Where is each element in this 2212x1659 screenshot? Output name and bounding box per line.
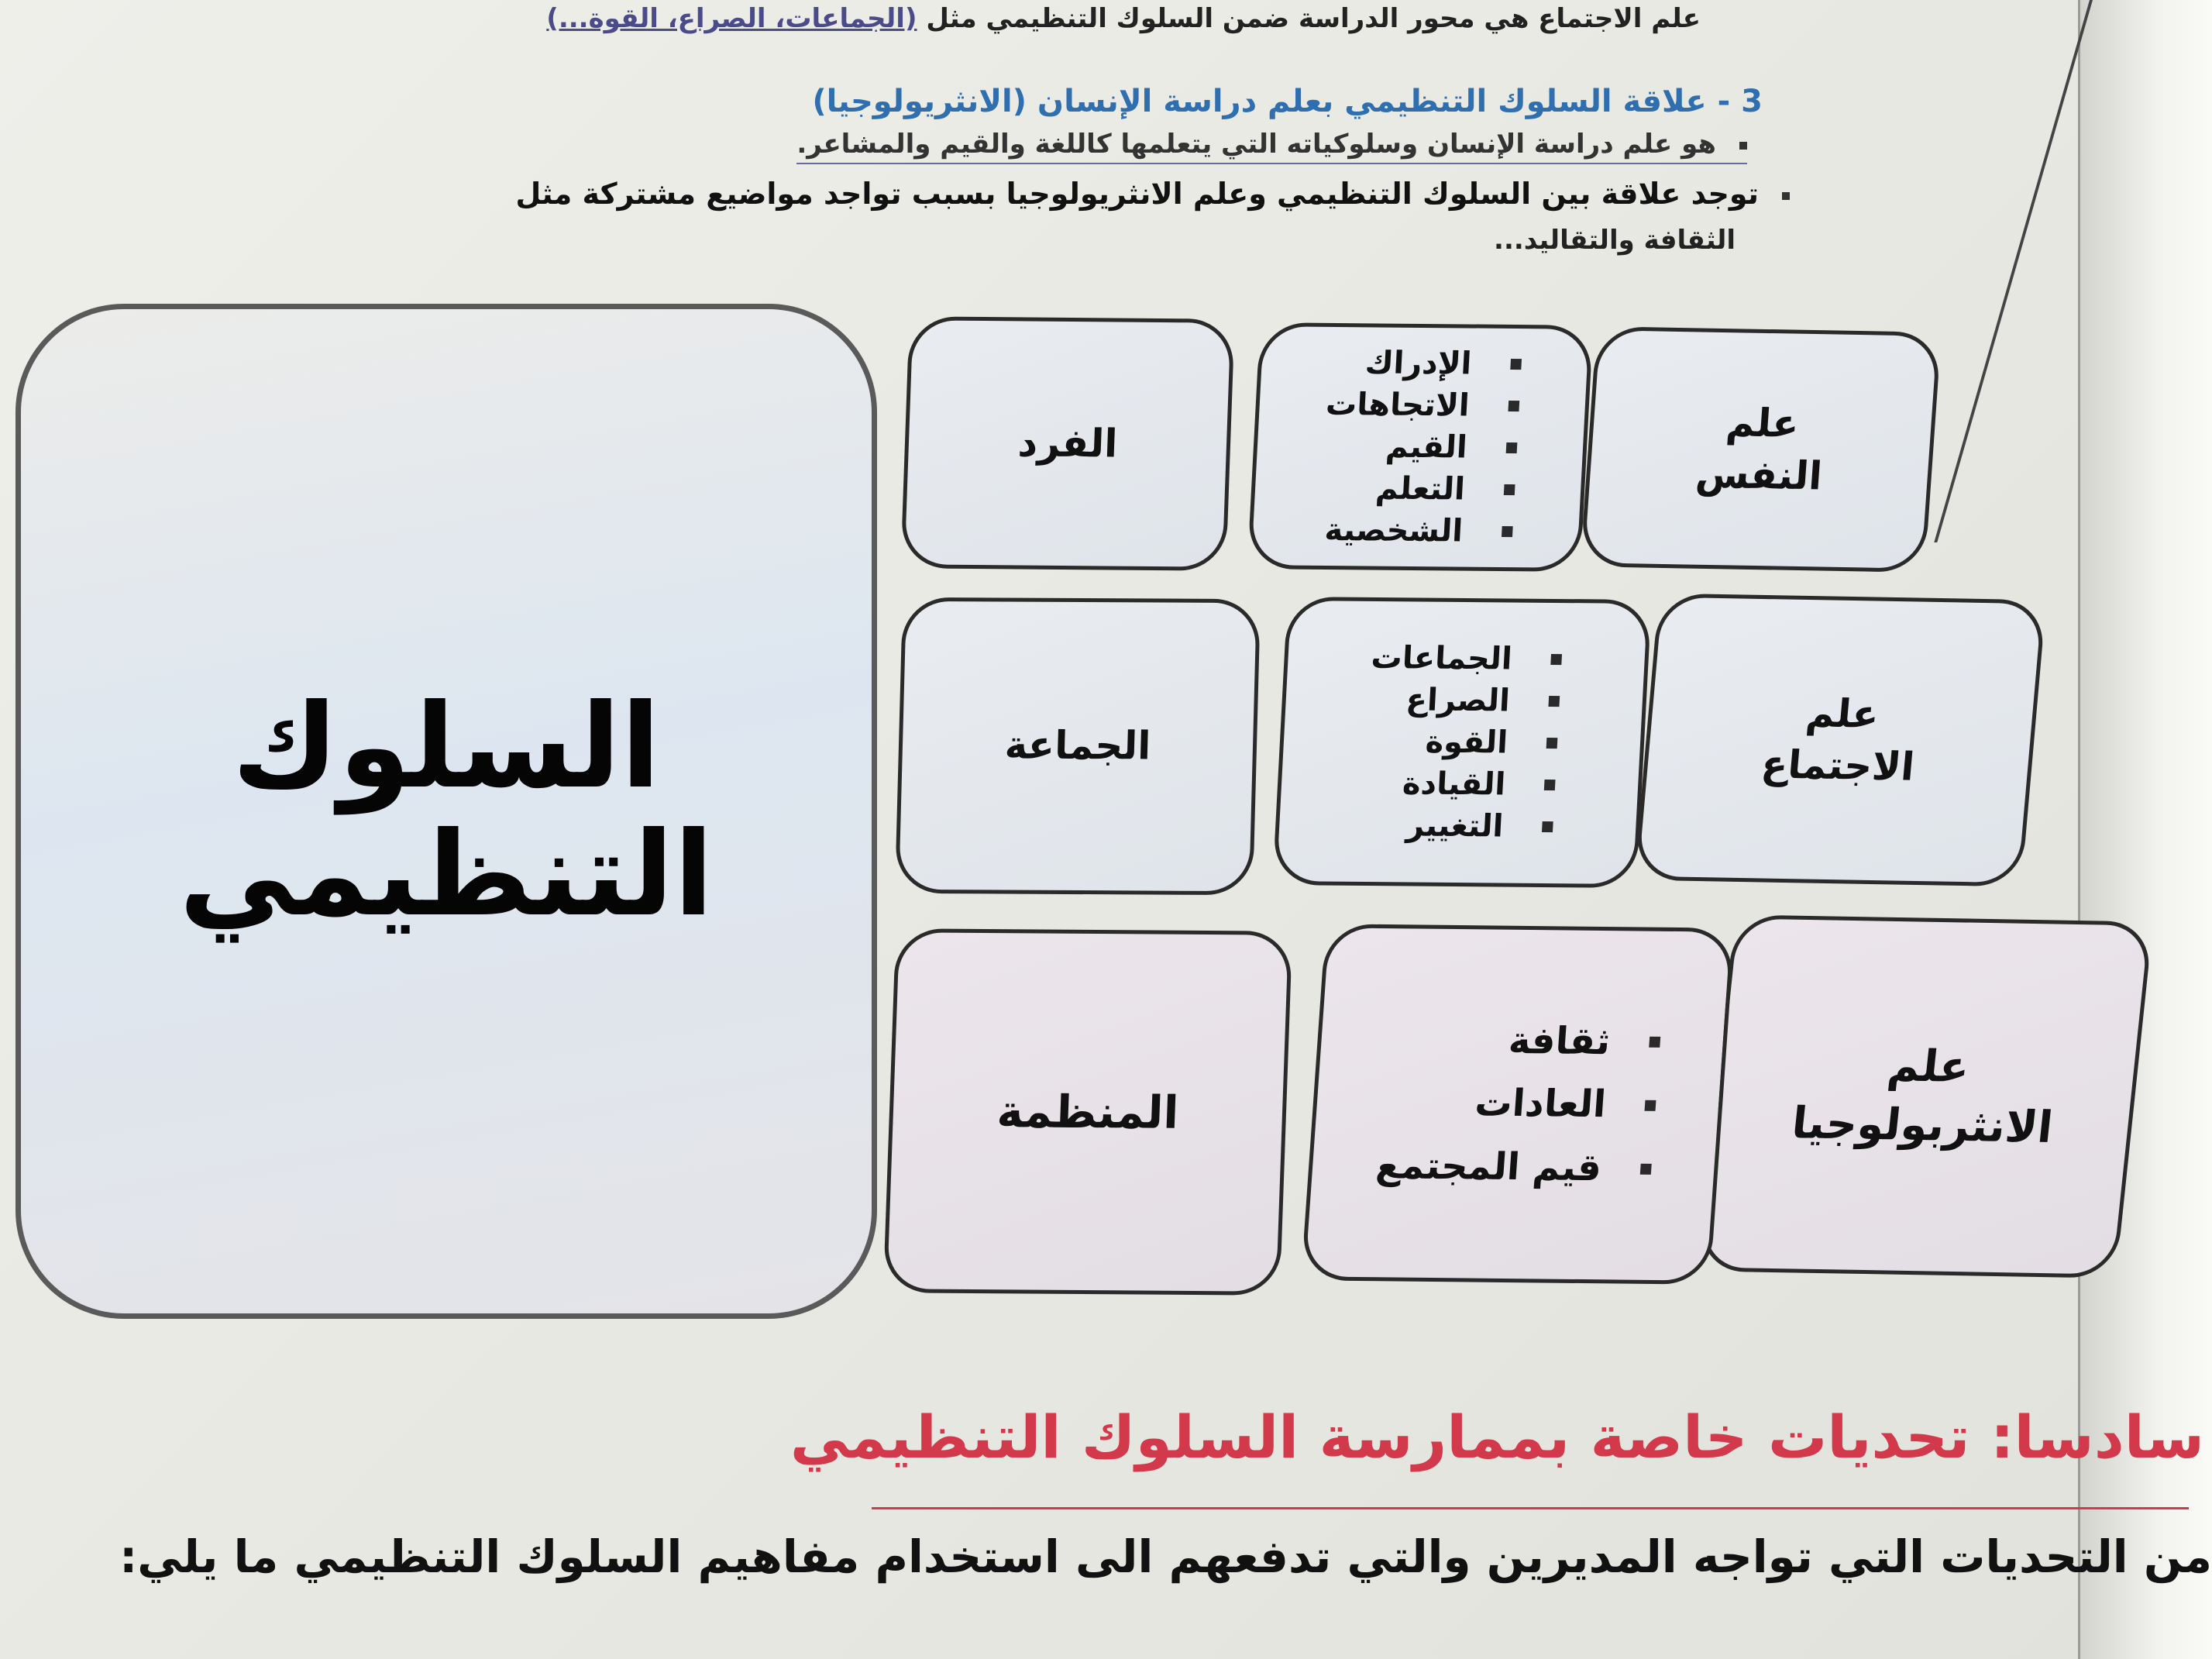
square-bullet-icon	[1639, 1163, 1651, 1174]
square-bullet-icon	[1503, 484, 1515, 495]
topics-list	[1318, 342, 1522, 552]
topics-box-anthropology	[1301, 924, 1735, 1285]
list-item: قيم المجتمع	[1374, 1134, 1653, 1200]
topics-list	[1374, 1008, 1662, 1201]
org-behavior-box	[15, 304, 877, 1319]
square-bullet-icon	[1544, 780, 1556, 790]
section3-heading: 3 - علاقة السلوك التنظيمي بعلم دراسة الإنسان (الانثريولوجيا)	[812, 84, 1763, 119]
bullet-icon	[1782, 192, 1790, 200]
bullet-icon	[1739, 142, 1747, 150]
list-item: القيم	[1323, 425, 1518, 469]
list-item: ثقافة	[1382, 1008, 1662, 1074]
top-line-examples: (الجماعات، الصراع، القوة...)	[546, 3, 917, 34]
square-bullet-icon	[1550, 654, 1562, 665]
science-box-sociology	[1634, 594, 2046, 887]
science-box-psychology	[1580, 326, 1942, 573]
level-box-group	[895, 597, 1261, 895]
top-line	[546, 3, 1701, 34]
square-bullet-icon	[1502, 526, 1513, 537]
science-box-anthropology	[1698, 914, 2153, 1278]
level-label: الفرد	[1017, 420, 1119, 466]
org-behavior-title-line-2: التنظيمي	[179, 807, 714, 942]
org-behavior-title-line-1: السلوك	[232, 680, 661, 814]
topics-box-psychology	[1247, 322, 1594, 572]
level-box-individual	[900, 316, 1234, 571]
heading-underline	[872, 1507, 2189, 1509]
list-item: القيادة	[1364, 762, 1557, 806]
list-item: الشخصية	[1318, 509, 1513, 552]
square-bullet-icon	[1505, 442, 1517, 453]
topics-list	[1361, 637, 1563, 848]
square-bullet-icon	[1508, 401, 1519, 411]
science-name: الانثربولوجيا	[1789, 1098, 2055, 1153]
square-bullet-icon	[1546, 738, 1558, 749]
level-label: المنظمة	[996, 1085, 1180, 1139]
list-item: الإدراك	[1327, 342, 1522, 385]
list-item: الجماعات	[1370, 637, 1563, 680]
list-item: الاتجاهات	[1325, 384, 1520, 427]
section3-bullet-2	[515, 177, 1790, 211]
science-name: الاجتماع	[1759, 742, 1917, 790]
section6-paragraph: من التحديات التي تواجه المديرين والتي تدفعهم الى استخدام مفاهيم السلوك التنظيمي ما يلي:	[119, 1530, 2212, 1583]
list-item: الصراع	[1367, 679, 1560, 722]
list-item: القوة	[1366, 721, 1559, 764]
list-item: التغيير	[1361, 804, 1554, 848]
bullet-1-text: هو علم دراسة الإنسان وسلوكياته التي يتعلمها كاللغة والقيم والمشاعر.	[796, 129, 1716, 160]
top-line-text: علم الاجتماع هي محور الدراسة ضمن السلوك التنظيمي مثل	[926, 3, 1701, 34]
science-name: النفس	[1694, 451, 1824, 499]
square-bullet-icon	[1548, 696, 1560, 707]
square-bullet-icon	[1649, 1037, 1660, 1048]
square-bullet-icon	[1542, 821, 1553, 832]
bullet-2-text: توجد علاقة بين السلوك التنظيمي وعلم الانثريولوجيا بسبب تواجد مواضيع مشتركة مثل	[515, 177, 1759, 211]
square-bullet-icon	[1510, 359, 1522, 370]
science-word: علم	[1885, 1041, 1972, 1093]
level-box-organization	[883, 928, 1292, 1296]
science-word: علم	[1724, 399, 1801, 446]
list-item: التعلم	[1320, 467, 1515, 511]
section3-bullet-1	[796, 129, 1747, 164]
science-word: علم	[1804, 690, 1881, 737]
square-bullet-icon	[1644, 1100, 1656, 1111]
level-label: الجماعة	[1003, 722, 1152, 769]
section3-bullet-2-continuation: الثقافة والتقاليد...	[1494, 225, 1736, 256]
section6-heading: سادسا: تحديات خاصة بممارسة السلوك التنظيمي	[790, 1403, 2204, 1471]
list-item: العادات	[1378, 1071, 1658, 1137]
topics-box-sociology	[1272, 597, 1651, 888]
